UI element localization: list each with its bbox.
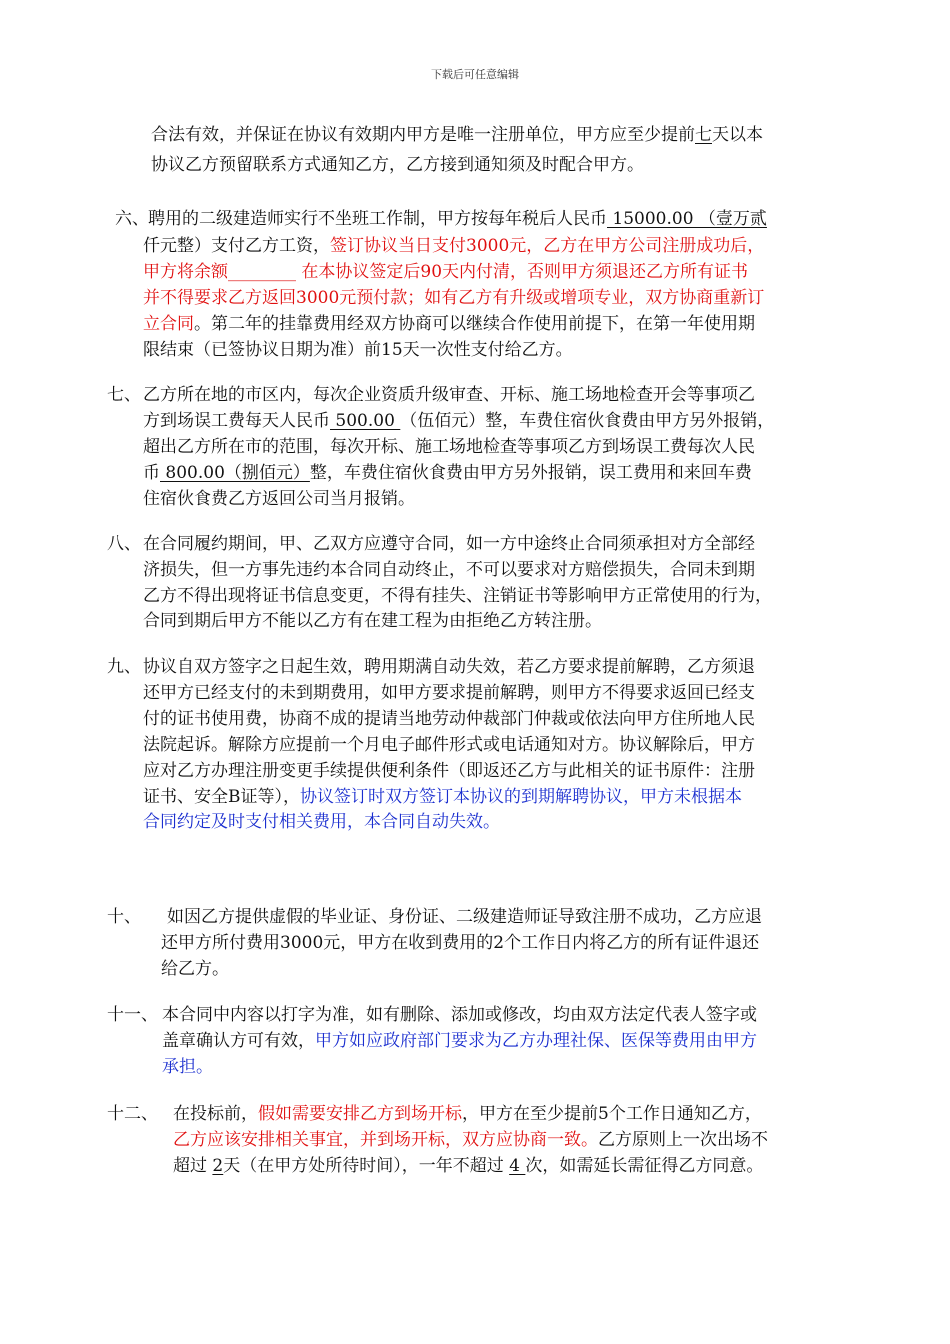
clause-11-line-3: 承担。 (162, 1057, 213, 1077)
clause-12-line-1 (173, 1102, 762, 1126)
underlined-amount: 500.00 (330, 411, 401, 431)
text: 整，车费住宿伙食费由甲方另外报销，误工费用和来回车费 (309, 463, 752, 483)
clause-7-line-5: 住宿伙食费乙方返回公司当月报销。 (143, 489, 415, 509)
clause-9-line-5: 应对乙方办理注册变更手续提供便利条件（即返还乙方与此相关的证书原件：注册 (143, 761, 755, 781)
clause-8-line-2: 济损失，但一方事先违约本合同自动终止，不可以要求对方赔偿损失，合同未到期 (143, 560, 755, 580)
clause-6-line-1 (148, 207, 767, 231)
clause-7-number: 七、 (107, 385, 141, 405)
text: 次，如需延长需征得乙方同意。 (525, 1156, 764, 1176)
clause-10-line-1: 如因乙方提供虚假的毕业证、身份证、二级建造师证导致注册不成功，乙方应退 (167, 907, 762, 927)
clause-7-line-1: 乙方所在地的市区内，每次企业资质升级审查、开标、施工场地检查开会等事项乙 (143, 385, 755, 405)
clause-8-line-1: 在合同履约期间，甲、乙双方应遵守合同，如一方中途终止合同须承担对方全部经 (143, 534, 755, 554)
clause-10-number: 十、 (107, 907, 141, 927)
clause-9-line-2: 还甲方已经支付的未到期费用，如甲方要求提前解聘，则甲方不得要求返回已经支 (143, 683, 755, 703)
clause-9-line-1: 协议自双方签字之日起生效，聘用期满自动失效，若乙方要求提前解聘，乙方须退 (143, 657, 755, 677)
clause-6-number: 六、 (115, 209, 149, 229)
text: 盖章确认方可有效， (162, 1031, 315, 1051)
clause-12-line-3 (173, 1154, 763, 1178)
text: 聘用的二级建造师实行不坐班工作制，甲方按每年税后人民币 (148, 209, 607, 229)
text: 在投标前， (173, 1104, 258, 1124)
clause-10-line-2: 还甲方所付费用3000元，甲方在收到费用的2个工作日内将乙方的所有证件退还 (161, 933, 760, 953)
clause-5-line-1 (151, 123, 763, 147)
text: 甲方将余额 (143, 262, 228, 282)
clause-6-line-2 (143, 234, 764, 258)
blank-field: ________ (228, 262, 296, 282)
text: 。第二年的挂靠费用经双方协商可以继续合作使用前提下，在第一年使用期 (194, 314, 755, 334)
text: 合法有效，并保证在协议有效期内甲方是唯一注册单位，甲方应至少提前 (151, 125, 695, 145)
page-header: 下载后可任意编辑 (431, 68, 519, 81)
text: 超过 (173, 1156, 213, 1176)
clause-6-line-4: 并不得要求乙方返回3000元预付款；如有乙方有升级或增项专业，双方协商重新订 (143, 288, 765, 308)
text: （伍佰元）整，车费住宿伙食费由甲方另外报销， (400, 411, 775, 431)
blue-text: 甲方如应政府部门要求为乙方办理社保、医保等费用由甲方 (315, 1031, 757, 1051)
red-text: 乙方应该安排相关事宜，并到场开标，双方应协商一致。 (173, 1130, 598, 1150)
underlined-days: 七 (695, 125, 712, 145)
underlined-count: 4 (509, 1156, 526, 1176)
clause-9-line-7: 合同约定及时支付相关费用，本合同自动失效。 (143, 812, 500, 832)
clause-12-number: 十二、 (107, 1104, 158, 1124)
clause-6-line-3 (143, 260, 748, 284)
text: 在本协议签定后90天内付清，否则甲方须退还乙方所有证书 (296, 262, 749, 282)
clause-9-line-3: 付的证书使用费，协商不成的提请当地劳动仲裁部门仲裁或依法向甲方住所地人民 (143, 709, 755, 729)
text: 仟元整）支付乙方工资， (143, 236, 330, 256)
text: 天以本 (712, 125, 763, 145)
clause-8-line-3: 乙方不得出现将证书信息变更，不得有挂失、注销证书等影响甲方正常使用的行为， (143, 586, 772, 606)
clause-6-line-6: 限结束（已签协议日期为准）前15天一次性支付给乙方。 (143, 340, 573, 360)
clause-8-number: 八、 (107, 534, 141, 554)
text: 乙方原则上一次出场不 (598, 1130, 768, 1150)
clause-9-number: 九、 (107, 657, 141, 677)
clause-11-line-1: 本合同中内容以打字为准，如有删除、添加或修改，均由双方法定代表人签字或 (162, 1005, 757, 1025)
clause-7-line-4 (143, 461, 752, 485)
underlined-amount: 15000.00 （壹万贰 (607, 209, 767, 229)
clause-9-line-6 (143, 785, 742, 809)
clause-10-line-3: 给乙方。 (161, 959, 229, 979)
text: 天（在甲方处所待时间），一年不超过 (223, 1156, 510, 1176)
text: 币 (143, 463, 160, 483)
text: 证书、安全B证等）， (143, 787, 300, 807)
clause-6-line-5 (143, 312, 755, 336)
red-text: 立合同 (143, 314, 194, 334)
text: 方到场误工费每天人民币 (143, 411, 330, 431)
text: ，甲方在至少提前5个工作日通知乙方， (462, 1104, 762, 1124)
clause-5-line-2: 协议乙方预留联系方式通知乙方，乙方接到通知须及时配合甲方。 (151, 155, 644, 175)
red-text: 假如需要安排乙方到场开标 (258, 1104, 462, 1124)
underlined-amount: 800.00（捌佰元） (160, 463, 310, 483)
red-text: 签订协议当日支付3000元，乙方在甲方公司注册成功后， (330, 236, 765, 256)
underlined-count: 2 (212, 1156, 224, 1176)
clause-11-number: 十一、 (107, 1005, 158, 1025)
blue-text: 协议签订时双方签订本协议的到期解聘协议，甲方未根据本 (300, 787, 742, 807)
clause-9-line-4: 法院起诉。解除方应提前一个月电子邮件形式或电话通知对方。协议解除后，甲方 (143, 735, 755, 755)
clause-11-line-2 (162, 1029, 757, 1053)
clause-12-line-2 (173, 1128, 768, 1152)
clause-8-line-4: 合同到期后甲方不能以乙方有在建工程为由拒绝乙方转注册。 (143, 611, 602, 631)
clause-7-line-3: 超出乙方所在市的范围，每次开标、施工场地检查等事项乙方到场误工费每次人民 (143, 437, 755, 457)
clause-7-line-2 (143, 409, 774, 433)
